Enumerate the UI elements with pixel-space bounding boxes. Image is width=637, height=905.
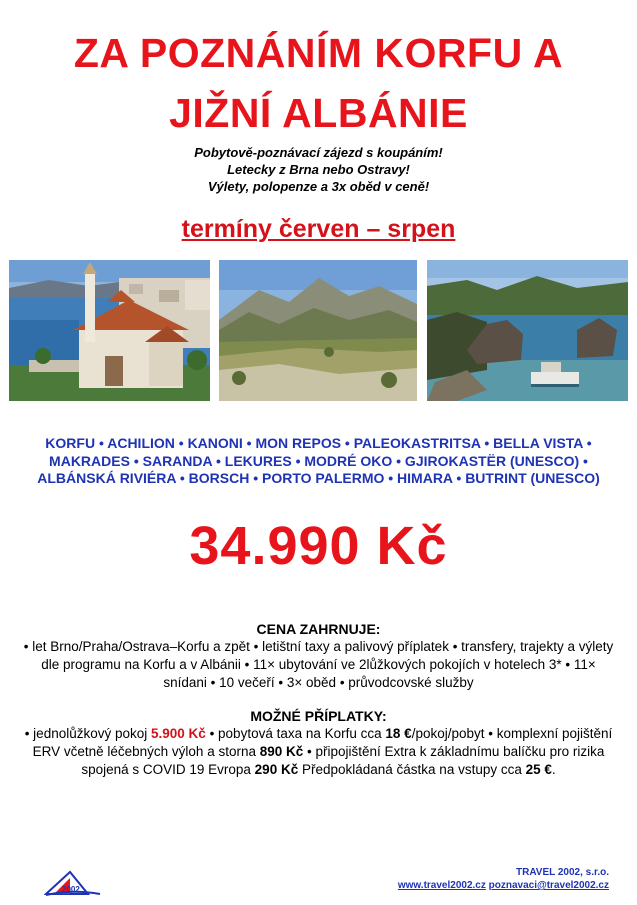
photo-mountain-valley	[219, 260, 417, 401]
subtitle-line-3: Výlety, polopenze a 3x oběd v ceně!	[207, 179, 430, 194]
entrance-fees-price: 25 €	[525, 762, 552, 777]
subtitle-line-2: Letecky z Brna nebo Ostravy!	[227, 162, 410, 177]
price-includes-section	[20, 620, 617, 692]
single-room-price: 5.900 Kč	[151, 726, 206, 741]
company-name: TRAVEL 2002, s.r.o.	[515, 867, 609, 878]
company-website-link[interactable]: www.travel2002.cz	[397, 880, 486, 891]
includes-text: • let Brno/Praha/Ostrava–Korfu a zpět • letištní taxy a palivový příplatek • transfery, trajekty a výlety dle programu na Korfu a v Albánii • 11× ubytování ve 2lůžkových pokojích v hotelech 3* • 11× snídani • 10 večeří • 3× oběd • průvodcovské služby	[23, 639, 614, 690]
company-email-link[interactable]: poznavaci@travel2002.cz	[488, 880, 609, 891]
company-contact	[398, 866, 609, 892]
surcharges-heading: MOŽNÉ PŘÍPLATKY:	[250, 708, 387, 724]
surcharge-text-1: • jednolůžkový pokoj	[24, 726, 152, 741]
surcharge-text-2: • pobytová taxa na Korfu cca	[205, 726, 386, 741]
title-line-2: JIŽNÍ ALBÁNIE	[169, 90, 468, 136]
surcharge-text-5: Předpokládaná částka na vstupy cca	[298, 762, 526, 777]
surcharges-section	[20, 707, 617, 779]
logo-text: 2002	[62, 885, 80, 894]
surcharge-text-3: /pokoj/pobyt • komplexní pojištění ERV včetně léčebných výloh a storna	[32, 726, 613, 759]
tourist-tax-price: 18 €	[385, 726, 412, 741]
subtitle	[0, 144, 637, 195]
covid-insurance-price: 290 Kč	[254, 762, 299, 777]
travel-dates: termíny červen – srpen	[181, 215, 456, 243]
subtitle-line-1: Pobytově-poznávací zájezd s koupáním!	[194, 145, 443, 160]
surcharge-text-4: • připojištění Extra k základnímu balíčku pro rizika spojená s COVID 19 Evropa	[81, 744, 605, 777]
surcharge-text-6: .	[551, 762, 556, 777]
insurance-price: 890 Kč	[259, 744, 304, 759]
title-line-1: ZA POZNÁNÍM KORFU A	[73, 30, 564, 76]
includes-heading: CENA ZAHRNUJE:	[256, 621, 381, 637]
surcharges-text	[20, 725, 617, 779]
price: 34.990 Kč	[189, 516, 448, 576]
destinations-list: KORFU • ACHILION • KANONI • MON REPOS • PALEOKASTRITSA • BELLA VISTA • MAKRADES • SARANDA • LEKURES • MODRÉ OKO • GJIROKASTËR (UNESCO) • ALBÁNSKÁ RIVIÉRA • BORSCH • PORTO PALERMO • HIMARA • BUTRINT (UNESCO)	[37, 435, 600, 486]
photo-bay-with-rocks-and-boat	[427, 260, 628, 401]
photo-church-by-the-sea	[9, 260, 210, 401]
company-logo	[44, 868, 102, 903]
